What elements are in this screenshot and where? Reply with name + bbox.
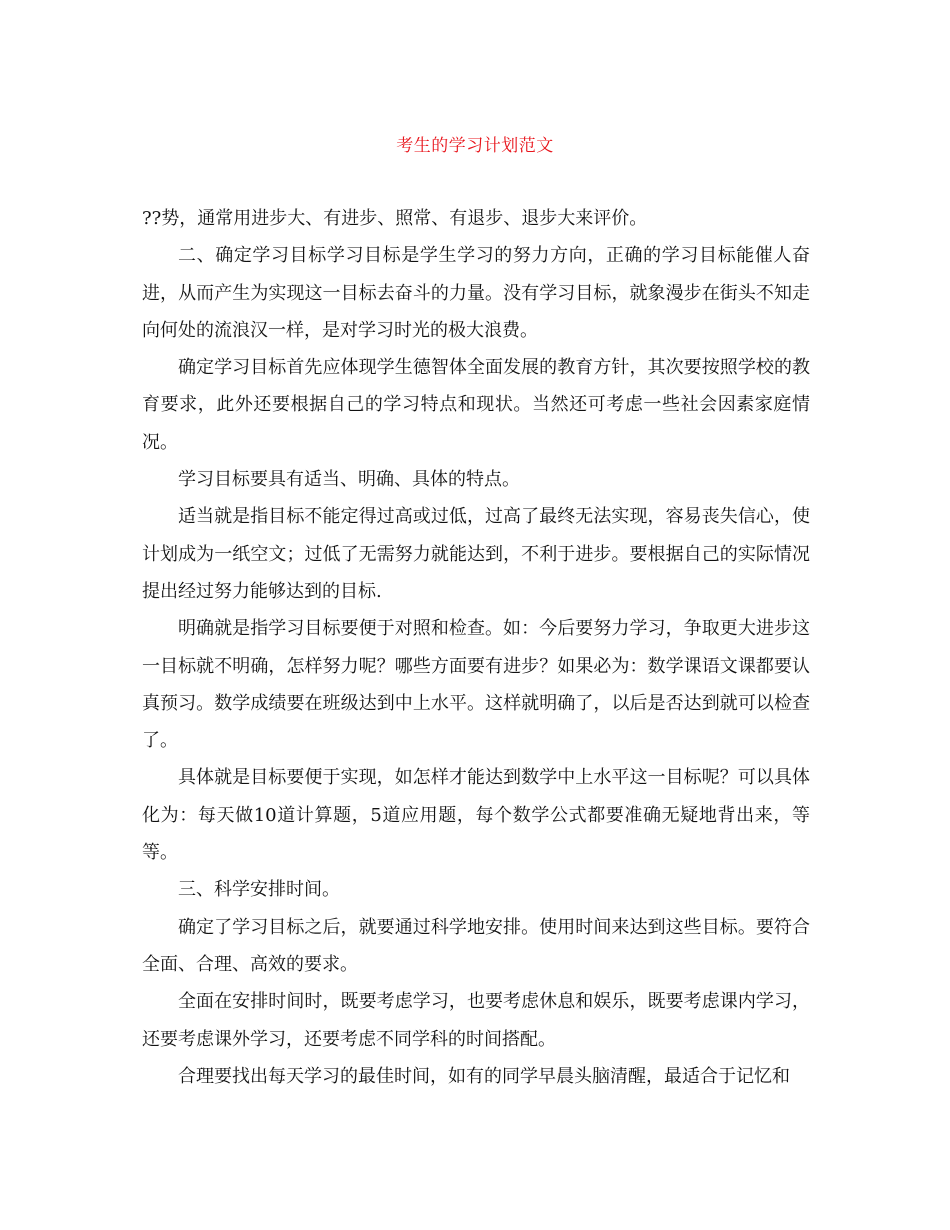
paragraph-1: ??势，通常用进步大、有进步、照常、有退步、退步大来评价。 xyxy=(142,208,648,229)
paragraph-3: 确定学习目标首先应体现学生德智体全面发展的教育方针，其次要按照学校的教育要求，此外还要根据自己的学习特点和现状。当然还可考虑一些社会因素家庭情况。 xyxy=(142,357,810,453)
paragraph-10: 全面在安排时间时，既要考虑学习，也要考虑休息和娱乐，既要考虑课内学习，还要考虑课外学习，还要考虑不同学科的时间搭配。 xyxy=(142,991,810,1050)
paragraph-6: 明确就是指学习目标要便于对照和检查。如：今后要努力学习，争取更大进步这一目标就不明确，怎样努力呢？哪些方面要有进步？如果必为：数学课语文课都要认真预习。数学成绩要在班级达到中上水平。这样就明确了，以后是否达到就可以检查了。 xyxy=(142,618,810,752)
paragraph-11: 合理要找出每天学习的最佳时间，如有的同学早晨头脑清醒，最适合于记忆和 xyxy=(178,1065,790,1087)
paragraph-9: 确定了学习目标之后，就要通过科学地安排。使用时间来达到这些目标。要符合全面、合理、高效的要求。 xyxy=(142,916,810,975)
paragraph-5: 适当就是指目标不能定得过高或过低，过高了最终无法实现，容易丧失信心，使计划成为一纸空文；过低了无需努力就能达到，不利于进步。要根据自己的实际情况提出经过努力能够达到的目标. xyxy=(142,506,810,602)
paragraph-8: 三、科学安排时间。 xyxy=(178,879,340,901)
document-body xyxy=(142,200,810,1095)
paragraph-2: 二、确定学习目标学习目标是学生学习的努力方向，正确的学习目标能催人奋进，从而产生为实现这一目标去奋斗的力量。没有学习目标，就象漫步在街头不知走向何处的流浪汉一样，是对学习时光的极大浪费。 xyxy=(142,245,810,341)
document-title: 考生的学习计划范文 xyxy=(396,136,554,156)
paragraph-4: 学习目标要具有适当、明确、具体的特点。 xyxy=(178,469,520,491)
paragraph-7: 具体就是目标要便于实现，如怎样才能达到数学中上水平这一目标呢？可以具体化为：每天做10道计算题，5道应用题，每个数学公式都要准确无疑地背出来，等等。 xyxy=(142,767,810,864)
